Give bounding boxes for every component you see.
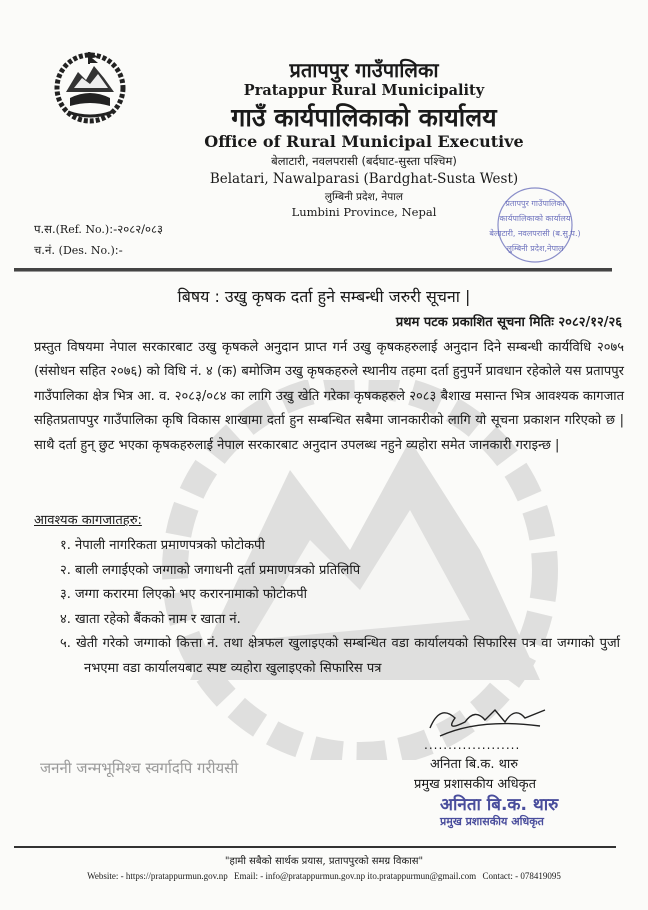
ref-label-np: प.स. — [34, 222, 56, 236]
required-documents-title: आवश्यक कागजातहरु: — [34, 513, 142, 528]
list-item: २. बाली लगाईएको जग्गाको जगाधनी दर्ता प्रमाणपत्रको प्रतिलिपि — [60, 562, 361, 578]
required-documents-list — [60, 534, 620, 681]
list-item: ५. खेती गरेको जग्गाको कित्ता नं. तथा क्षेत्रफल खुलाइएको सम्बन्धित वडा कार्यालयको सिफारिस पत्र वा जग्गाको पुर्जा नभएमा वडा कार्यालयबाट स्पष्ट व्यहोरा खुलाइएको सिफारिस पत्र — [60, 636, 620, 676]
reference-block — [34, 219, 163, 261]
footer-motto: "हामी सबैको सार्थक प्रयास, प्रतापपुरको समग्र विकास" — [224, 856, 424, 867]
address-en: Belatari, Nawalparasi (Bardghat-Susta West) — [209, 171, 519, 187]
des-value: :- — [114, 243, 123, 257]
province-np: लुम्बिनी प्रदेश, नेपाल — [324, 191, 404, 203]
list-item: ३. जग्गा करारमा लिएको भए करारनामाको फोटोकपी — [60, 587, 307, 602]
ref-number — [34, 219, 163, 240]
publish-date: प्रथम पटक प्रकाशित सूचना मितिः २०८२/१२/२६ — [395, 315, 622, 330]
signer-name: अनिता बि.क. थारु — [430, 757, 519, 772]
header-divider — [14, 268, 612, 272]
municipality-name-en: Pratappur Rural Municipality — [243, 82, 485, 99]
ref-value: :-२०८२/०८३ — [109, 222, 163, 236]
watermark-motto: जननी जन्मभूमिश्च स्वर्गादपि गरीयसी — [40, 759, 239, 777]
seal-line: कार्यपालिकाको कार्यालय — [499, 214, 571, 223]
municipality-name-np: प्रतापपुर गाउँपालिका — [289, 58, 439, 82]
stamp-name: अनिता बि.क. थारु — [440, 795, 559, 815]
province-en: Lumbini Province, Nepal — [291, 205, 437, 219]
stamp-title: प्रमुख प्रशासकीय अधिकृत — [440, 814, 544, 828]
des-label-en: (Des. No.) — [58, 244, 115, 257]
des-label-np: च.नं. — [34, 243, 55, 257]
signature-line: .................... — [424, 738, 521, 752]
dispatch-number — [34, 240, 163, 261]
office-seal-stamp — [470, 186, 600, 264]
seal-line: बेलाटारी, नवलपरासी (ब.सु.प.) — [489, 229, 581, 238]
list-item: ४. खाता रहेको बैंकको नाम र खाता नं. — [60, 611, 241, 627]
address-np: बेलाटारी, नवलपरासी (बर्दघाट-सुस्ता पश्चिम) — [271, 154, 457, 168]
handwritten-signature — [420, 700, 560, 740]
ref-label-en: (Ref. No.) — [55, 223, 110, 236]
website-link[interactable]: Website: - https://pratappurmun.gov.np — [87, 871, 228, 881]
notice-body: प्रस्तुत विषयमा नेपाल सरकारबाट उखु कृषकले अनुदान प्राप्त गर्न उखु कृषकहरुलाई अनुदान दिने सम्बन्धी कार्यविधि २०७५ (संसोधन सहित २०७६) को विधि नं. ४ (क) बमोजिम उखु कृषकहरुले स्थानीय तहमा दर्ता हुनुपर्ने प्रावधान रहेकोले यस प्रतापपुर गाउँपालिका क्षेत्र भित्र आ. व. २०८३/०८४ का लागि उखु खेति गरेका कृषकहरुले २०८३ बैशाख मसान्त भित्र आवश्यक कागजात सहितप्रतापपुर गाउँपालिका कृषि विकास शाखामा दर्ता हुन सम्बन्धित सबैमा जानकारीको लागि यो सूचना प्रकाशन गरिएको छ | साथै दर्ता हुन् छुट भएका कृषकहरुलाई नेपाल सरकारबाट अनुदान उपलब्ध नहुने व्यहोरा समेत जानकारी गराइन्छ | — [34, 340, 624, 453]
list-item: १. नेपाली नागरिकता प्रमाणपत्रको फोटोकपी — [60, 538, 265, 553]
seal-line: लुम्बिनी प्रदेश,नेपाल — [506, 244, 564, 253]
footer-divider — [14, 846, 616, 848]
office-name-en: Office of Rural Municipal Executive — [204, 132, 524, 151]
seal-line: प्रतापपुर गाउँपालिका — [505, 199, 565, 208]
email-link[interactable]: Email: - info@pratappurmun.gov.np ito.pratappurmun@gmail.com — [233, 871, 477, 881]
footer-contact — [0, 871, 648, 881]
office-name-np: गाउँ कार्यपालिकाको कार्यालय — [231, 103, 497, 132]
notice-subject: बिषय : उखु कृषक दर्ता हुने सम्बन्धी जरुरी सूचना | — [177, 287, 471, 306]
name-stamp — [440, 796, 558, 828]
contact-number: Contact: - 078419095 — [482, 871, 561, 881]
signer-title: प्रमुख प्रशासकीय अधिकृत — [414, 777, 537, 792]
